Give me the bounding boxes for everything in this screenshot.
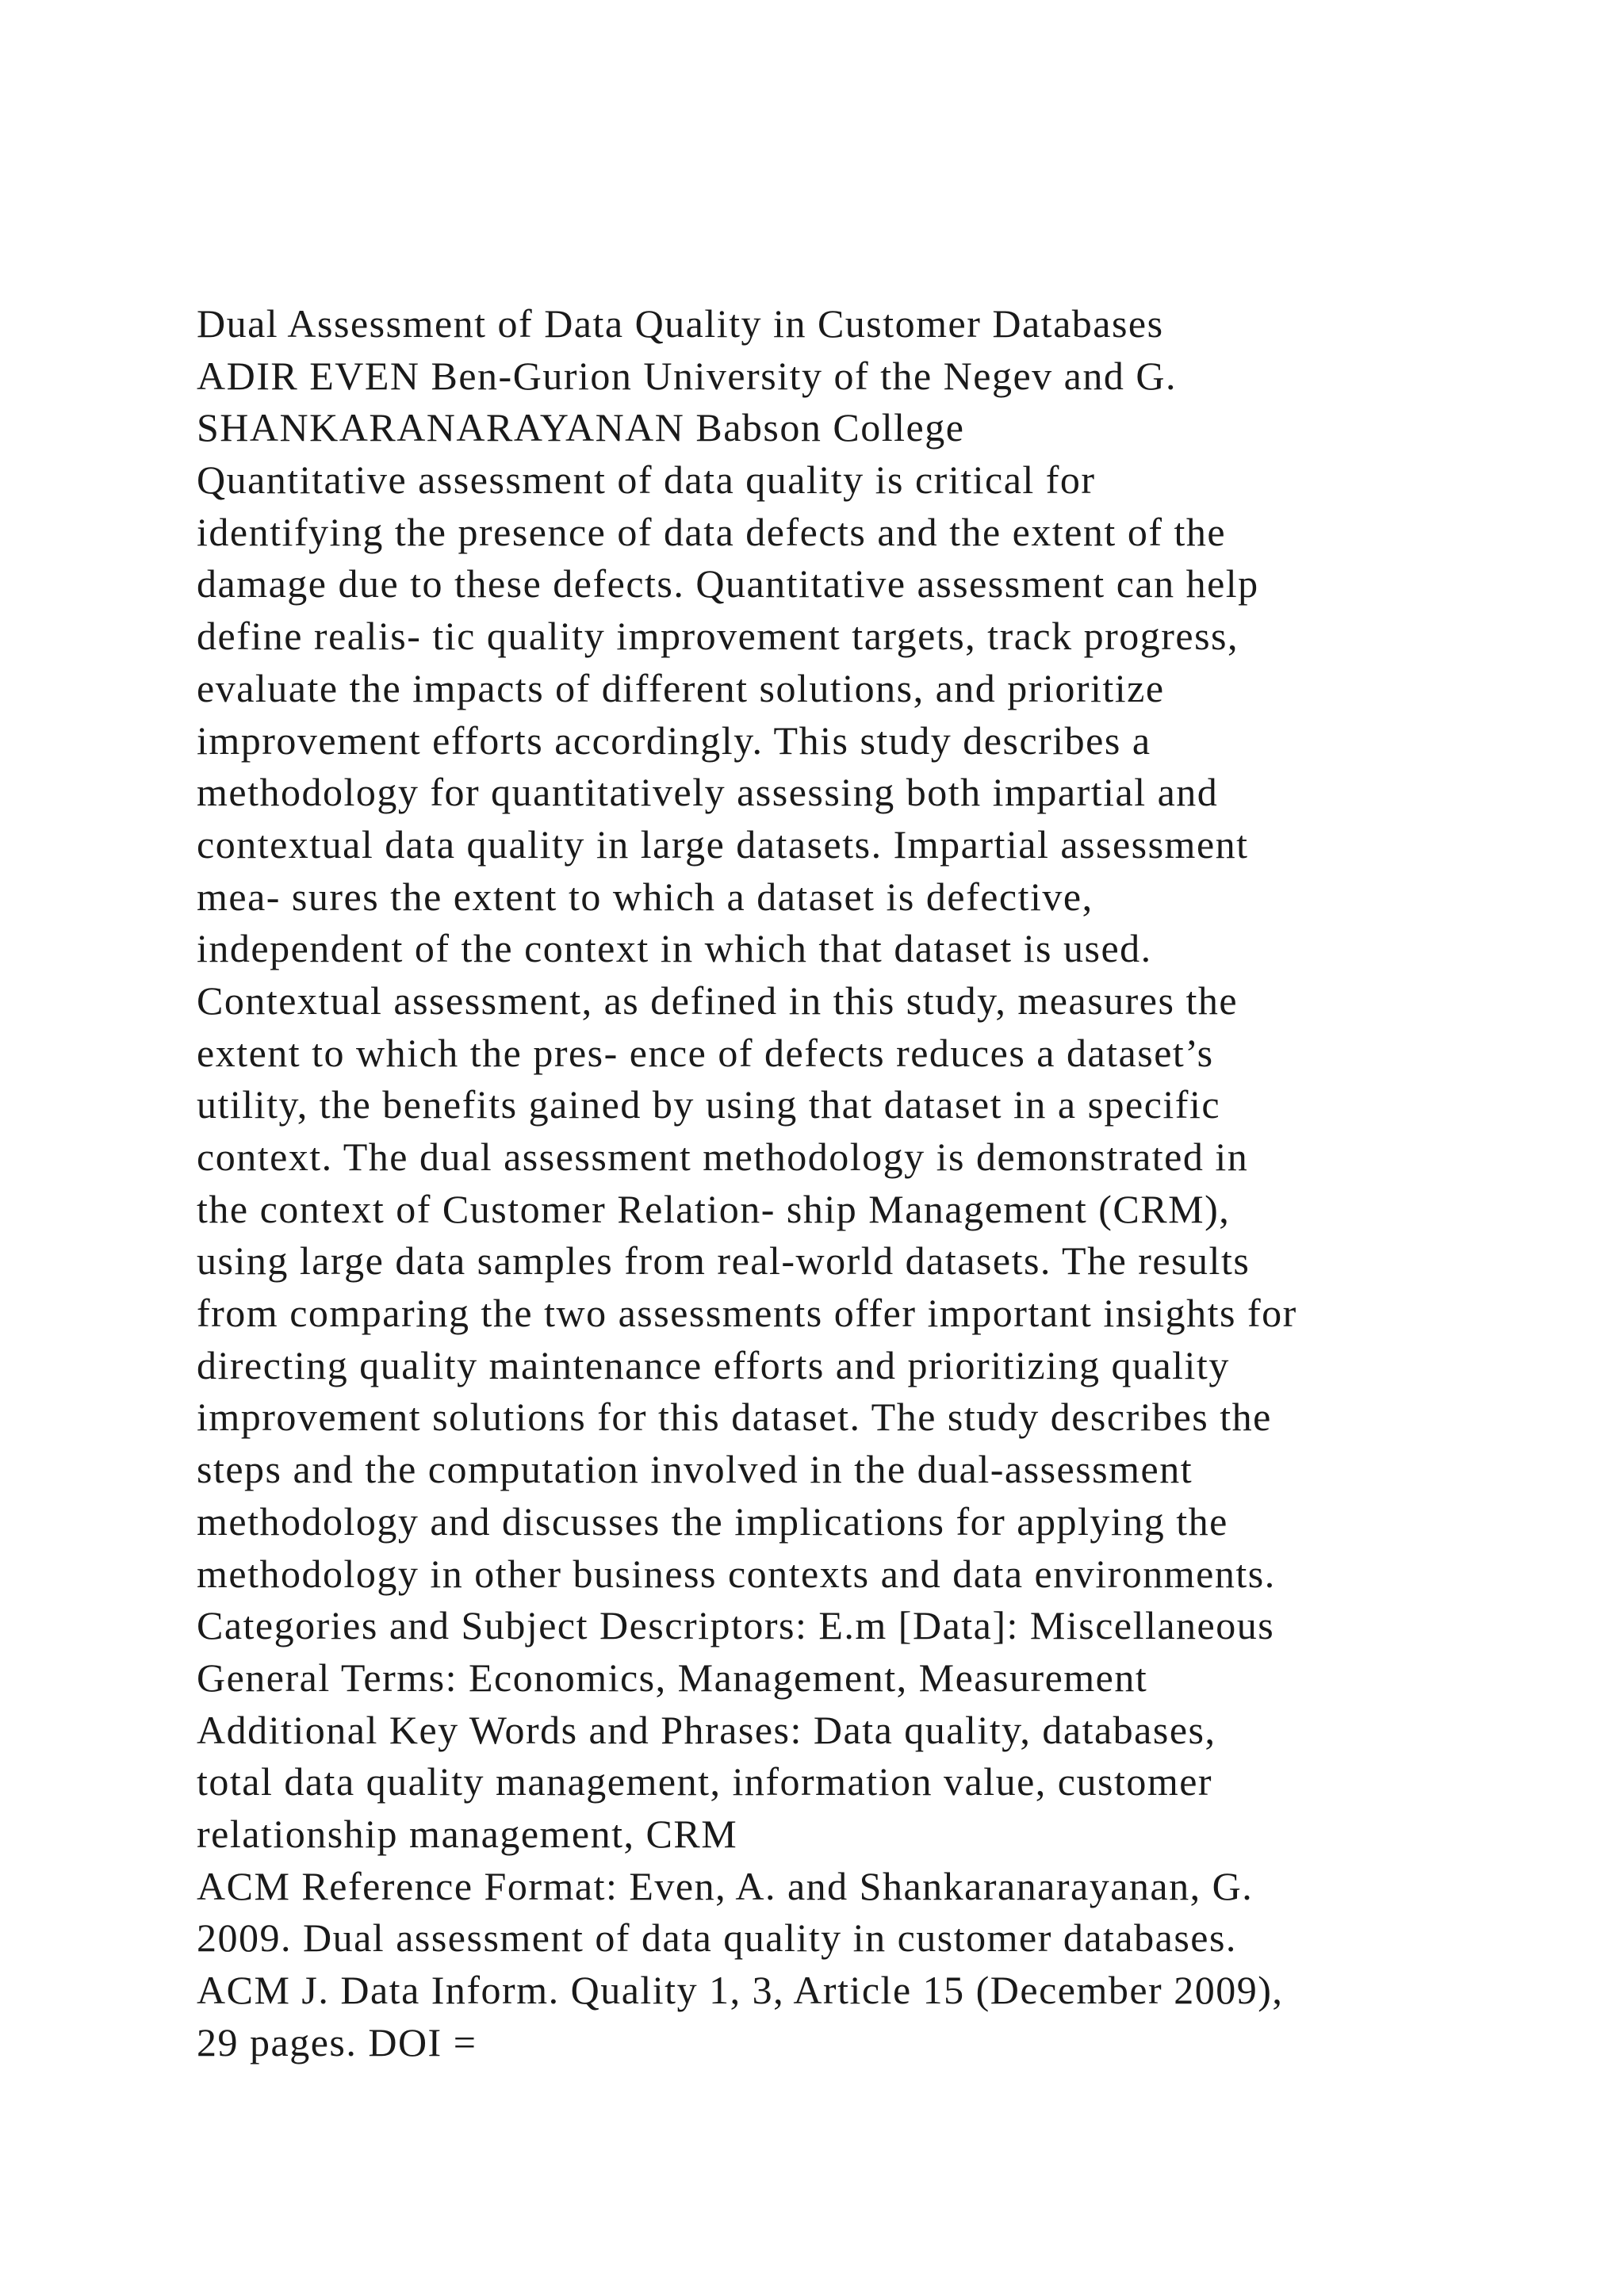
abstract-line: mea- sures the extent to which a dataset is defective, [197, 874, 1094, 919]
abstract-line: steps and the computation involved in the dual-assessment [197, 1447, 1193, 1492]
abstract-line: extent to which the pres- ence of defects reduces a dataset’s [197, 1030, 1214, 1075]
abstract-line: directing quality maintenance efforts and prioritizing quality [197, 1342, 1230, 1387]
reference-line: ACM J. Data Inform. Quality 1, 3, Article 15 (December 2009), [197, 1968, 1284, 2012]
authors-line: SHANKARANARAYANAN Babson College [197, 405, 965, 450]
abstract-line: utility, the benefits gained by using that dataset in a specific [197, 1082, 1221, 1127]
general-terms-line: General Terms: Economics, Management, Measurement [197, 1655, 1148, 1700]
authors-line: ADIR EVEN Ben-Gurion University of the Negev and G. [197, 353, 1177, 398]
keywords-line: total data quality management, information value, customer [197, 1759, 1213, 1804]
abstract-line: improvement efforts accordingly. This study describes a [197, 718, 1151, 763]
abstract-line: from comparing the two assessments offer important insights for [197, 1291, 1297, 1336]
keywords-line: relationship management, CRM [197, 1811, 738, 1856]
abstract-line: contextual data quality in large datasets. Impartial assessment [197, 821, 1249, 867]
abstract-line: identifying the presence of data defects and the extent of the [197, 509, 1227, 554]
categories-line: Categories and Subject Descriptors: E.m [Data]: Miscellaneous [197, 1603, 1275, 1648]
abstract-line: the context of Customer Relation- ship Management (CRM), [197, 1186, 1231, 1231]
abstract-line: Contextual assessment, as defined in this study, measures the [197, 978, 1239, 1023]
abstract-line: define realis- tic quality improvement targets, track progress, [197, 614, 1239, 659]
abstract-line: Quantitative assessment of data quality is critical for [197, 457, 1096, 503]
reference-line: ACM Reference Format: Even, A. and Shankaranarayanan, G. [197, 1863, 1254, 1908]
reference-line: 2009. Dual assessment of data quality in customer databases. [197, 1915, 1237, 1961]
document-text [197, 298, 1545, 2068]
reference-line: 29 pages. DOI = [197, 2019, 477, 2064]
abstract-line: improvement solutions for this dataset. The study describes the [197, 1395, 1272, 1440]
document-title: Dual Assessment of Data Quality in Customer Databases [197, 301, 1164, 346]
abstract-line: damage due to these defects. Quantitative assessment can help [197, 561, 1259, 607]
abstract-line: evaluate the impacts of different solutions, and prioritize [197, 665, 1165, 710]
keywords-line: Additional Key Words and Phrases: Data quality, databases, [197, 1707, 1216, 1752]
abstract-line: using large data samples from real-world datasets. The results [197, 1238, 1251, 1284]
abstract-line: context. The dual assessment methodology is demonstrated in [197, 1135, 1249, 1179]
abstract-line: methodology in other business contexts and data environments. [197, 1551, 1276, 1596]
abstract-line: methodology for quantitatively assessing both impartial and [197, 770, 1219, 815]
abstract-line: methodology and discusses the implications for applying the [197, 1498, 1228, 1544]
abstract-line: independent of the context in which that dataset is used. [197, 926, 1152, 971]
